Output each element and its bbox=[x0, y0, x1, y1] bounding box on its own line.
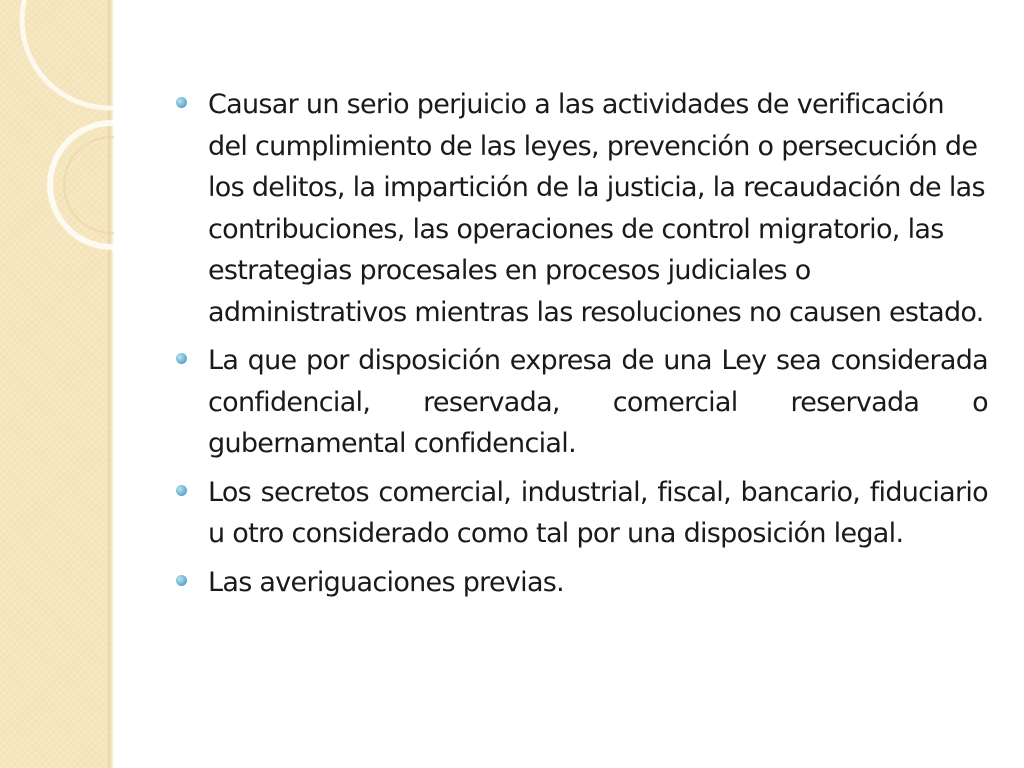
decorative-ring-inner bbox=[64, 137, 114, 233]
bullet-item bbox=[172, 84, 988, 333]
bullet-dot-icon bbox=[176, 97, 187, 108]
bullet-item bbox=[172, 340, 988, 465]
bullet-text: Los secretos comercial, industrial, fiscal, bancario, fiduciario u otro considerado como tal por una disposición legal. bbox=[208, 476, 988, 549]
bullet-text: Causar un serio perjuicio a las actividades de verificación del cumplimiento de las leyes, prevención o persecución de los delitos, la impartición de la justicia, la recaudación de las contribuciones, las operaciones de control migratorio, las estrategias procesales en procesos judiciales o administrativos mientras las resoluciones no causen estado. bbox=[208, 89, 985, 328]
bullet-item bbox=[172, 472, 988, 555]
bullet-list bbox=[172, 84, 988, 603]
decorative-ring-large bbox=[22, 0, 114, 108]
slide-content bbox=[172, 84, 988, 610]
decorative-ring-small bbox=[50, 123, 114, 247]
bullet-dot-icon bbox=[176, 353, 187, 364]
bullet-item bbox=[172, 562, 988, 604]
decorative-rings bbox=[0, 0, 114, 300]
bullet-dot-icon bbox=[176, 575, 187, 586]
bullet-dot-icon bbox=[176, 485, 187, 496]
bullet-text: Las averiguaciones previas. bbox=[208, 566, 565, 598]
bullet-text: La que por disposición expresa de una Ley sea considerada confidencial, reservada, comercial reservada o gubernamental confidencial. bbox=[208, 345, 988, 459]
